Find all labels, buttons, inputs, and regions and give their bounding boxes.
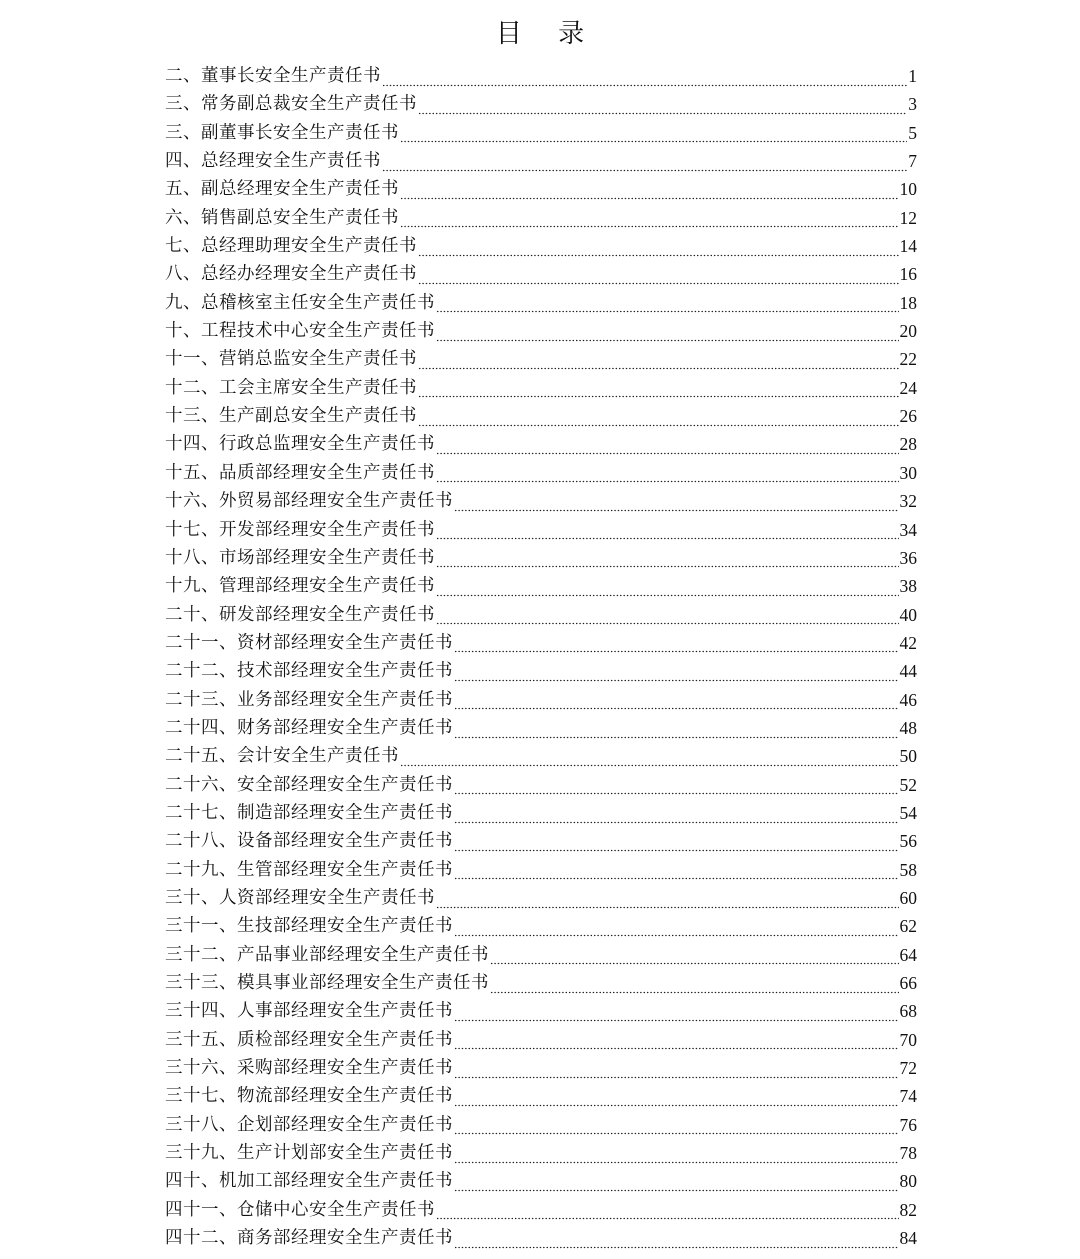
toc-entry-page-number: 36 (899, 547, 917, 568)
toc-entry-page-number: 32 (899, 491, 917, 512)
dot-leader (436, 516, 899, 544)
toc-entry-page-number: 58 (899, 859, 917, 880)
toc-entry-page-number: 78 (899, 1143, 917, 1164)
toc-entry-page-number: 52 (899, 774, 917, 795)
toc-entry-label: 七、总经理助理安全生产责任书 (165, 236, 417, 257)
dot-leader (490, 969, 899, 997)
toc-entry-page-number: 42 (899, 632, 917, 653)
toc-entry[interactable] (165, 260, 917, 288)
dot-leader (382, 62, 907, 90)
toc-entry[interactable] (165, 317, 917, 345)
toc-entry-label: 二十六、安全部经理安全生产责任书 (165, 774, 453, 795)
toc-entry[interactable] (165, 1111, 917, 1139)
toc-entry-label: 二十五、会计安全生产责任书 (165, 746, 399, 767)
toc-entry[interactable] (165, 912, 917, 940)
toc-entry-label: 十四、行政总监理安全生产责任书 (165, 434, 435, 455)
toc-entry[interactable] (165, 62, 917, 90)
toc-entry-page-number: 28 (899, 434, 917, 455)
toc-entry[interactable] (165, 1054, 917, 1082)
toc-entry-page-number: 60 (899, 887, 917, 908)
toc-entry[interactable] (165, 147, 917, 175)
toc-entry-label: 十六、外贸易部经理安全生产责任书 (165, 491, 453, 512)
toc-entry[interactable] (165, 884, 917, 912)
toc-entry[interactable] (165, 487, 917, 515)
toc-entry-page-number: 48 (899, 717, 917, 738)
toc-entry-page-number: 5 (908, 122, 917, 143)
toc-entry-label: 五、副总经理安全生产责任书 (165, 179, 399, 200)
toc-entry-page-number: 72 (899, 1058, 917, 1079)
toc-entry-page-number: 50 (899, 746, 917, 767)
toc-entry[interactable] (165, 1167, 917, 1195)
toc-entry-label: 十九、管理部经理安全生产责任书 (165, 576, 435, 597)
toc-entry[interactable] (165, 289, 917, 317)
toc-entry[interactable] (165, 544, 917, 572)
dot-leader (490, 941, 899, 969)
dot-leader (418, 232, 899, 260)
toc-entry-label: 十三、生产副总安全生产责任书 (165, 406, 417, 427)
toc-entry[interactable] (165, 1082, 917, 1110)
dot-leader (436, 1196, 899, 1224)
toc-entry-label: 三十五、质检部经理安全生产责任书 (165, 1029, 453, 1050)
dot-leader (418, 260, 899, 288)
dot-leader (382, 147, 907, 175)
toc-entry-label: 三十二、产品事业部经理安全生产责任书 (165, 944, 489, 965)
toc-entry-label: 三十八、企划部经理安全生产责任书 (165, 1114, 453, 1135)
toc-entry-label: 三十四、人事部经理安全生产责任书 (165, 1001, 453, 1022)
toc-entry-page-number: 12 (899, 207, 917, 228)
toc-entry-label: 四十一、仓储中心安全生产责任书 (165, 1199, 435, 1220)
toc-entry[interactable] (165, 827, 917, 855)
toc-entry[interactable] (165, 856, 917, 884)
dot-leader (418, 345, 899, 373)
toc-entry[interactable] (165, 345, 917, 373)
toc-entry-page-number: 62 (899, 916, 917, 937)
toc-entry[interactable] (165, 204, 917, 232)
toc-entry-page-number: 70 (899, 1029, 917, 1050)
toc-entry[interactable] (165, 686, 917, 714)
toc-entry-page-number: 80 (899, 1171, 917, 1192)
dot-leader (454, 1224, 899, 1252)
toc-entry[interactable] (165, 459, 917, 487)
toc-entry-page-number: 54 (899, 802, 917, 823)
toc-entry-page-number: 16 (899, 264, 917, 285)
toc-entry-page-number: 3 (908, 94, 917, 115)
toc-entry-page-number: 26 (899, 406, 917, 427)
toc-entry-label: 十一、营销总监安全生产责任书 (165, 349, 417, 370)
toc-entry[interactable] (165, 232, 917, 260)
toc-entry-page-number: 46 (899, 689, 917, 710)
toc-entry-label: 三、副董事长安全生产责任书 (165, 122, 399, 143)
toc-entry[interactable] (165, 374, 917, 402)
dot-leader (454, 1139, 899, 1167)
dot-leader (454, 1082, 899, 1110)
dot-leader (418, 374, 899, 402)
dot-leader (454, 912, 899, 940)
toc-entry-label: 六、销售副总安全生产责任书 (165, 207, 399, 228)
toc-entry[interactable] (165, 742, 917, 770)
dot-leader (454, 771, 899, 799)
toc-entry-label: 三十六、采购部经理安全生产责任书 (165, 1058, 453, 1079)
toc-entry-label: 十二、工会主席安全生产责任书 (165, 377, 417, 398)
toc-entry[interactable] (165, 1196, 917, 1224)
toc-entry[interactable] (165, 657, 917, 685)
toc-entry-label: 八、总经办经理安全生产责任书 (165, 264, 417, 285)
toc-entry-label: 三十一、生技部经理安全生产责任书 (165, 916, 453, 937)
toc-entry[interactable] (165, 516, 917, 544)
dot-leader (436, 572, 899, 600)
toc-entry-page-number: 68 (899, 1001, 917, 1022)
toc-entry[interactable] (165, 572, 917, 600)
dot-leader (436, 544, 899, 572)
page-title: 目 录 (495, 19, 599, 49)
toc-entry-page-number: 66 (899, 973, 917, 993)
toc-entry[interactable] (165, 175, 917, 203)
toc-entry-label: 十五、品质部经理安全生产责任书 (165, 462, 435, 483)
toc-entry-page-number: 1 (908, 66, 917, 86)
toc-entry-label: 四、总经理安全生产责任书 (165, 151, 381, 172)
toc-entry-label: 十、工程技术中心安全生产责任书 (165, 321, 435, 342)
toc-entry-page-number: 22 (899, 349, 917, 370)
dot-leader (400, 175, 899, 203)
toc-entry-page-number: 30 (899, 462, 917, 483)
toc-entry[interactable] (165, 997, 917, 1025)
toc-entry[interactable] (165, 799, 917, 827)
toc-entry[interactable] (165, 1224, 917, 1252)
toc-entry-page-number: 34 (899, 519, 917, 540)
toc-entry[interactable] (165, 771, 917, 799)
dot-leader (454, 686, 899, 714)
toc-entry-page-number: 20 (899, 321, 917, 342)
dot-leader (400, 742, 899, 770)
toc-entry-page-number: 82 (899, 1199, 917, 1220)
dot-leader (454, 1026, 899, 1054)
toc-entry-page-number: 7 (908, 151, 917, 172)
toc-entry-page-number: 76 (899, 1114, 917, 1135)
toc-entry-label: 二十八、设备部经理安全生产责任书 (165, 831, 453, 852)
dot-leader (454, 1054, 899, 1082)
toc-entry-page-number: 14 (899, 236, 917, 257)
dot-leader (454, 827, 899, 855)
toc-entry-label: 三十九、生产计划部安全生产责任书 (165, 1143, 453, 1164)
toc-entry[interactable] (165, 1026, 917, 1054)
dot-leader (454, 487, 899, 515)
dot-leader (436, 430, 899, 458)
dot-leader (454, 657, 899, 685)
toc-entry-label: 二、董事长安全生产责任书 (165, 66, 381, 86)
dot-leader (454, 856, 899, 884)
table-of-contents (165, 62, 917, 1252)
dot-leader (436, 317, 899, 345)
toc-entry-page-number: 38 (899, 576, 917, 597)
toc-entry[interactable] (165, 629, 917, 657)
toc-entry-label: 三、常务副总裁安全生产责任书 (165, 94, 417, 115)
dot-leader (436, 289, 899, 317)
toc-entry-page-number: 10 (899, 179, 917, 200)
dot-leader (436, 601, 899, 629)
toc-entry-page-number: 18 (899, 292, 917, 313)
toc-entry[interactable] (165, 402, 917, 430)
toc-entry-label: 三十三、模具事业部经理安全生产责任书 (165, 973, 489, 993)
toc-entry-label: 二十九、生管部经理安全生产责任书 (165, 859, 453, 880)
toc-entry-page-number: 44 (899, 661, 917, 682)
toc-entry[interactable] (165, 969, 917, 997)
toc-entry[interactable] (165, 714, 917, 742)
dot-leader (418, 90, 907, 118)
toc-entry-label: 四十二、商务部经理安全生产责任书 (165, 1228, 453, 1249)
dot-leader (436, 459, 899, 487)
dot-leader (454, 629, 899, 657)
toc-entry-label: 二十三、业务部经理安全生产责任书 (165, 689, 453, 710)
dot-leader (454, 1167, 899, 1195)
toc-entry-label: 九、总稽核室主任安全生产责任书 (165, 292, 435, 313)
dot-leader (418, 402, 899, 430)
dot-leader (454, 997, 899, 1025)
dot-leader (454, 1111, 899, 1139)
dot-leader (436, 884, 899, 912)
dot-leader (454, 799, 899, 827)
toc-entry-label: 三十七、物流部经理安全生产责任书 (165, 1086, 453, 1107)
toc-entry-label: 二十、研发部经理安全生产责任书 (165, 604, 435, 625)
toc-entry-label: 二十七、制造部经理安全生产责任书 (165, 802, 453, 823)
toc-entry-label: 二十四、财务部经理安全生产责任书 (165, 717, 453, 738)
toc-entry-label: 二十二、技术部经理安全生产责任书 (165, 661, 453, 682)
dot-leader (400, 119, 907, 147)
toc-entry-page-number: 24 (899, 377, 917, 398)
toc-entry-label: 四十、机加工部经理安全生产责任书 (165, 1171, 453, 1192)
toc-entry[interactable] (165, 119, 917, 147)
toc-entry-page-number: 74 (899, 1086, 917, 1107)
toc-entry-label: 十七、开发部经理安全生产责任书 (165, 519, 435, 540)
toc-entry[interactable] (165, 90, 917, 118)
toc-entry-page-number: 56 (899, 831, 917, 852)
toc-entry[interactable] (165, 1139, 917, 1167)
toc-entry-label: 十八、市场部经理安全生产责任书 (165, 547, 435, 568)
toc-entry[interactable] (165, 430, 917, 458)
toc-entry[interactable] (165, 601, 917, 629)
toc-entry-page-number: 64 (899, 944, 917, 965)
toc-entry-page-number: 40 (899, 604, 917, 625)
toc-entry[interactable] (165, 941, 917, 969)
toc-entry-label: 三十、人资部经理安全生产责任书 (165, 887, 435, 908)
toc-entry-label: 二十一、资材部经理安全生产责任书 (165, 632, 453, 653)
toc-entry-page-number: 84 (899, 1228, 917, 1249)
dot-leader (400, 204, 899, 232)
dot-leader (454, 714, 899, 742)
